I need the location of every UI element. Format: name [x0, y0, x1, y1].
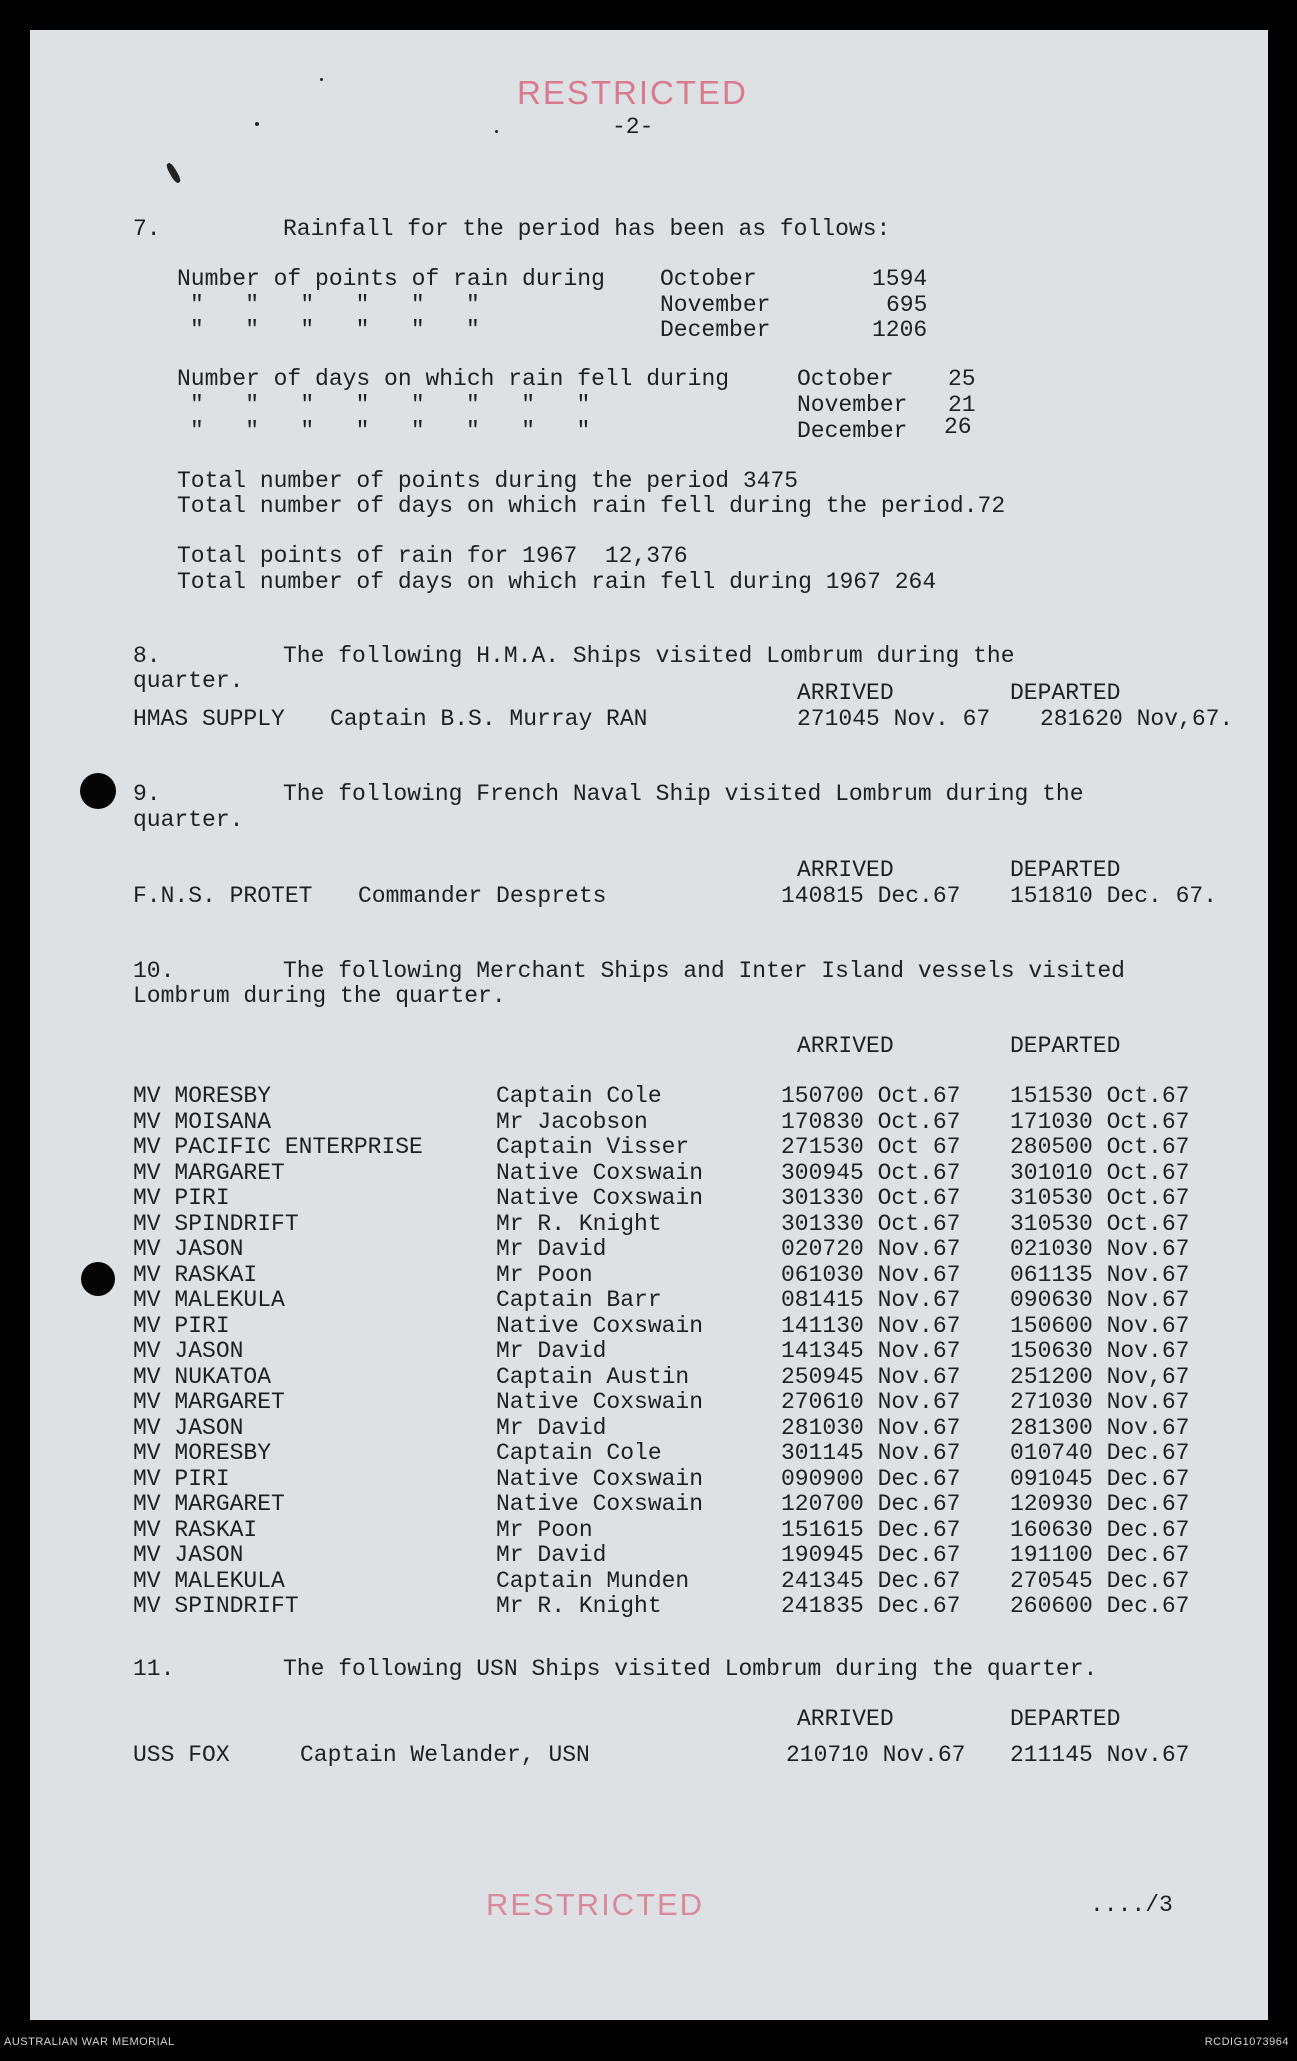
ship-row-arrived: 151615 Dec.67 — [781, 1516, 961, 1543]
ship-row-master: Native Coxswain — [496, 1185, 704, 1211]
ship-row-departed: 151530 Oct.67 — [1010, 1083, 1190, 1109]
total-points-period: Total number of points during the period 3475 — [177, 468, 799, 494]
ship-row-arrived: 241345 Dec.67 — [781, 1567, 961, 1594]
ship-row-ship: MV JASON — [133, 1338, 244, 1364]
points-month: October — [660, 266, 757, 292]
ship-row-master: Mr David — [496, 1542, 607, 1568]
ship-row-master: Captain Visser — [496, 1134, 690, 1160]
days-month: December — [797, 418, 908, 444]
section-9-captain: Commander Desprets — [358, 883, 607, 909]
ship-row-ship: MV MALEKULA — [133, 1567, 285, 1594]
ship-row-arrived: 120700 Dec.67 — [781, 1491, 961, 1517]
section-10-line1: The following Merchant Ships and Inter Island vessels visited — [283, 958, 1125, 984]
points-prefix: " " " " " " — [190, 292, 480, 318]
ship-row-departed: 091045 Dec.67 — [1010, 1465, 1190, 1492]
section-11-line1: The following USN Ships visited Lombrum during the quarter. — [283, 1656, 1098, 1682]
section-9-arrived: 140815 Dec.67 — [781, 883, 961, 909]
ship-row-departed: 301010 Oct.67 — [1010, 1159, 1190, 1186]
ship-row-departed: 150600 Nov.67 — [1010, 1312, 1190, 1339]
ship-row-master: Mr Jacobson — [496, 1108, 648, 1135]
ship-row-ship: MV JASON — [133, 1236, 244, 1262]
section-10-col-arrived: ARRIVED — [797, 1033, 894, 1059]
section-11-ship: USS FOX — [133, 1742, 230, 1768]
ship-row-departed: 271030 Nov.67 — [1010, 1389, 1190, 1415]
points-value: 1206 — [872, 317, 928, 343]
ship-row-ship: MV JASON — [133, 1542, 244, 1568]
section-8-line2: quarter. — [133, 668, 244, 694]
points-month: November — [660, 292, 771, 318]
days-month: November — [797, 392, 908, 418]
ship-row-ship: MV RASKAI — [133, 1261, 258, 1288]
ship-row-ship: MV MORESBY — [133, 1440, 272, 1466]
section-8-number: 8. — [133, 643, 161, 669]
ship-row-ship: MV MORESBY — [133, 1083, 272, 1109]
ship-row-arrived: 150700 Oct.67 — [781, 1083, 961, 1109]
ship-row-ship: MV NUKATOA — [133, 1363, 272, 1390]
section-8-departed: 281620 Nov,67. — [1040, 706, 1234, 732]
paper-mark — [495, 130, 498, 133]
points-value: 695 — [886, 292, 928, 318]
ship-row-master: Native Coxswain — [496, 1491, 704, 1517]
ship-row-arrived: 250945 Nov.67 — [781, 1363, 961, 1390]
ship-row-departed: 270545 Dec.67 — [1010, 1567, 1190, 1594]
ship-row-master: Captain Austin — [496, 1363, 690, 1390]
ship-row-departed: 251200 Nov,67 — [1010, 1363, 1190, 1390]
ship-row-arrived: 141345 Nov.67 — [781, 1338, 961, 1364]
ship-row-departed: 310530 Oct.67 — [1010, 1210, 1190, 1237]
section-8-col-arrived: ARRIVED — [797, 680, 894, 706]
ship-row-departed: 160630 Dec.67 — [1010, 1516, 1190, 1543]
section-9-col-arrived: ARRIVED — [797, 857, 894, 883]
section-10-col-departed: DEPARTED — [1010, 1033, 1121, 1059]
ship-row-ship: MV PIRI — [133, 1465, 230, 1492]
section-11-arrived: 210710 Nov.67 — [786, 1742, 966, 1768]
ship-row-departed: 171030 Oct.67 — [1010, 1108, 1190, 1135]
punch-hole — [80, 773, 116, 809]
ship-row-departed: 061135 Nov.67 — [1010, 1261, 1190, 1288]
section-10-number: 10. — [133, 958, 175, 984]
ship-row-arrived: 301330 Oct.67 — [781, 1185, 961, 1211]
section-7-intro: Rainfall for the period has been as follows: — [283, 216, 891, 242]
paper-mark — [165, 162, 182, 185]
section-11-captain: Captain Welander, USN — [300, 1742, 590, 1768]
total-points-1967: Total points of rain for 1967 12,376 — [177, 543, 688, 569]
ship-row-master: Native Coxswain — [496, 1465, 704, 1492]
ship-row-arrived: 081415 Nov.67 — [781, 1287, 961, 1313]
ship-row-departed: 191100 Dec.67 — [1010, 1542, 1190, 1568]
section-8-arrived: 271045 Nov. 67 — [797, 706, 991, 732]
ship-row-ship: MV MALEKULA — [133, 1287, 285, 1313]
ship-row-master: Mr Poon — [496, 1261, 593, 1288]
section-11-number: 11. — [133, 1656, 175, 1682]
points-prefix: Number of points of rain during — [177, 266, 605, 292]
ship-row-ship: MV SPINDRIFT — [133, 1210, 299, 1237]
ship-row-arrived: 301145 Nov.67 — [781, 1440, 961, 1466]
ship-row-departed: 280500 Oct.67 — [1010, 1134, 1190, 1160]
ship-row-master: Captain Cole — [496, 1083, 662, 1109]
ship-row-ship: MV PIRI — [133, 1312, 230, 1339]
ship-row-master: Mr Poon — [496, 1516, 593, 1543]
ship-row-arrived: 300945 Oct.67 — [781, 1159, 961, 1186]
points-value: 1594 — [872, 266, 928, 292]
section-9-ship: F.N.S. PROTET — [133, 883, 313, 909]
ship-row-master: Mr R. Knight — [496, 1593, 662, 1619]
ship-row-arrived: 141130 Nov.67 — [781, 1312, 961, 1339]
points-prefix: " " " " " " — [190, 317, 480, 343]
restricted-stamp-top: RESTRICTED — [517, 74, 748, 111]
days-prefix: " " " " " " " " — [190, 418, 591, 444]
ship-row-departed: 281300 Nov.67 — [1010, 1414, 1190, 1441]
section-7-number: 7. — [133, 216, 161, 242]
section-8-col-departed: DEPARTED — [1010, 680, 1121, 706]
ship-row-arrived: 271530 Oct 67 — [781, 1134, 961, 1160]
ship-row-departed: 090630 Nov.67 — [1010, 1287, 1190, 1313]
archive-id: RCDIG1073964 — [1204, 2036, 1289, 2048]
ship-row-master: Captain Cole — [496, 1440, 662, 1466]
total-days-period: Total number of days on which rain fell during the period.72 — [177, 493, 1006, 519]
punch-hole — [81, 1262, 115, 1296]
section-10-line2: Lombrum during the quarter. — [133, 983, 506, 1009]
total-days-1967: Total number of days on which rain fell during 1967 264 — [177, 569, 937, 595]
ship-row-departed: 310530 Oct.67 — [1010, 1185, 1190, 1211]
ship-row-arrived: 090900 Dec.67 — [781, 1465, 961, 1492]
ship-row-arrived: 020720 Nov.67 — [781, 1236, 961, 1262]
section-11-col-arrived: ARRIVED — [797, 1706, 894, 1732]
days-month: October — [797, 366, 894, 392]
ship-row-arrived: 270610 Nov.67 — [781, 1389, 961, 1415]
ship-row-master: Captain Barr — [496, 1287, 662, 1313]
days-prefix: " " " " " " " " — [190, 392, 591, 418]
ship-row-arrived: 281030 Nov.67 — [781, 1414, 961, 1441]
ship-row-ship: MV MARGARET — [133, 1491, 285, 1517]
ship-row-master: Mr David — [496, 1414, 607, 1441]
ship-row-arrived: 170830 Oct.67 — [781, 1108, 961, 1135]
ship-row-arrived: 061030 Nov.67 — [781, 1261, 961, 1288]
ship-row-master: Captain Munden — [496, 1567, 690, 1594]
ship-row-departed: 010740 Dec.67 — [1010, 1440, 1190, 1466]
section-9-number: 9. — [133, 781, 161, 807]
days-prefix: Number of days on which rain fell during — [177, 366, 730, 392]
ship-row-departed: 021030 Nov.67 — [1010, 1236, 1190, 1262]
section-8-ship: HMAS SUPPLY — [133, 706, 285, 732]
ship-row-master: Mr David — [496, 1338, 607, 1364]
days-value: 26 — [944, 414, 972, 440]
ship-row-departed: 120930 Dec.67 — [1010, 1491, 1190, 1517]
section-8-line1: The following H.M.A. Ships visited Lombrum during the — [283, 643, 1015, 669]
ship-row-master: Mr R. Knight — [496, 1210, 662, 1237]
days-value: 21 — [948, 392, 976, 418]
section-11-col-departed: DEPARTED — [1010, 1706, 1121, 1732]
section-9-line2: quarter. — [133, 807, 244, 833]
paper-mark — [320, 78, 323, 81]
ship-row-ship: MV PACIFIC ENTERPRISE — [133, 1134, 423, 1160]
archive-credit: AUSTRALIAN WAR MEMORIAL — [4, 2036, 175, 2048]
section-9-line1: The following French Naval Ship visited Lombrum during the — [283, 781, 1084, 807]
ship-row-ship: MV PIRI — [133, 1185, 230, 1211]
ship-row-master: Mr David — [496, 1236, 607, 1262]
ship-row-ship: MV JASON — [133, 1414, 244, 1441]
restricted-stamp-bottom: RESTRICTED — [486, 1887, 705, 1922]
ship-row-ship: MV MOISANA — [133, 1108, 272, 1135]
ship-row-master: Native Coxswain — [496, 1312, 704, 1339]
ship-row-master: Native Coxswain — [496, 1159, 704, 1186]
ship-row-ship: MV MARGARET — [133, 1389, 285, 1415]
page-number: -2- — [612, 114, 654, 140]
ship-row-ship: MV SPINDRIFT — [133, 1593, 299, 1619]
ship-row-departed: 150630 Nov.67 — [1010, 1338, 1190, 1364]
section-8-captain: Captain B.S. Murray RAN — [330, 706, 648, 732]
section-9-col-departed: DEPARTED — [1010, 857, 1121, 883]
section-11-departed: 211145 Nov.67 — [1010, 1742, 1190, 1768]
ship-row-arrived: 190945 Dec.67 — [781, 1542, 961, 1568]
ship-row-arrived: 241835 Dec.67 — [781, 1593, 961, 1619]
ship-row-ship: MV RASKAI — [133, 1516, 258, 1543]
points-month: December — [660, 317, 771, 343]
ship-row-master: Native Coxswain — [496, 1389, 704, 1415]
document-page — [30, 30, 1268, 2020]
ship-row-ship: MV MARGARET — [133, 1159, 285, 1186]
ship-row-departed: 260600 Dec.67 — [1010, 1593, 1190, 1619]
days-value: 25 — [948, 366, 976, 392]
continued-marker: ..../3 — [1090, 1892, 1173, 1918]
ship-row-arrived: 301330 Oct.67 — [781, 1210, 961, 1237]
paper-mark — [255, 122, 259, 126]
section-9-departed: 151810 Dec. 67. — [1010, 883, 1218, 909]
